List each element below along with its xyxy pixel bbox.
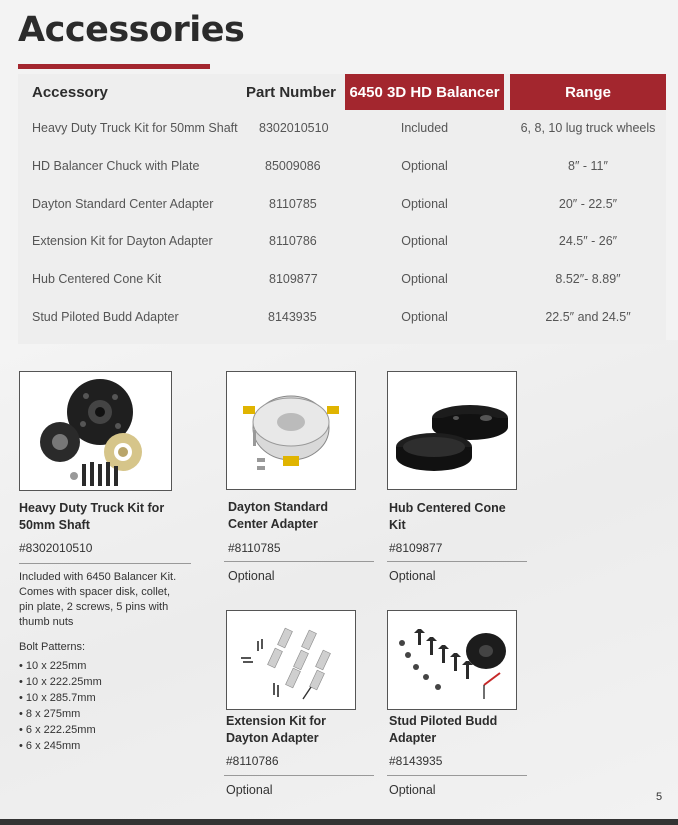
header-range: Range <box>510 74 666 110</box>
row-part: 85009086 <box>265 159 321 173</box>
header-part-number: Part Number <box>246 83 337 101</box>
row-part: 8302010510 <box>259 121 329 135</box>
dayton-divider <box>224 561 374 562</box>
dayton-part: #8110785 <box>228 541 281 555</box>
bolt-pattern-item: • 6 x 245mm <box>19 740 81 752</box>
row-range: 22.5″ and 24.5″ <box>545 310 631 324</box>
bolt-patterns-title: Bolt Patterns: <box>19 641 86 653</box>
extension-photo <box>226 610 356 710</box>
row-accessory: Dayton Standard Center Adapter <box>32 197 214 211</box>
hub-cone-name: Hub Centered Cone Kit <box>389 501 506 532</box>
truck-kit-description: Included with 6450 Balancer Kit. Comes with spacer disk, collet, pin plate, 2 screws, 5 pins with thumb nuts <box>19 571 177 628</box>
row-accessory: Extension Kit for Dayton Adapter <box>32 234 213 248</box>
hub-cone-part: #8109877 <box>389 541 443 555</box>
hub-cone-divider <box>387 561 527 562</box>
bolt-pattern-item: • 10 x 225mm <box>19 660 87 672</box>
hub-cone-status: Optional <box>389 569 436 583</box>
row-part: 8110786 <box>269 234 317 248</box>
extension-part: #8110786 <box>226 754 279 768</box>
truck-kit-photo <box>19 371 172 491</box>
budd-name: Stud Piloted Budd Adapter <box>389 714 498 745</box>
row-balancer: Included <box>400 121 449 135</box>
row-balancer: Optional <box>401 310 448 324</box>
extension-name: Extension Kit for Dayton Adapter <box>226 714 327 745</box>
dayton-name: Dayton Standard Center Adapter <box>228 500 329 531</box>
truck-kit-part: #8302010510 <box>19 541 93 555</box>
row-range: 6, 8, 10 lug truck wheels <box>520 121 656 135</box>
row-part: 8109877 <box>269 272 318 286</box>
row-accessory: Hub Centered Cone Kit <box>32 272 162 286</box>
bolt-pattern-item: • 10 x 285.7mm <box>19 692 96 704</box>
bolt-pattern-item: • 8 x 275mm <box>19 708 81 720</box>
row-part: 8143935 <box>268 310 317 324</box>
row-range: 24.5″ - 26″ <box>558 234 618 248</box>
page-number: 5 <box>656 791 663 803</box>
row-range: 8″ - 11″ <box>568 159 608 173</box>
row-balancer: Optional <box>401 234 448 248</box>
row-accessory: Heavy Duty Truck Kit for 50mm Shaft <box>32 121 238 135</box>
hub-cone-photo <box>387 371 517 490</box>
extension-status: Optional <box>226 783 273 797</box>
bolt-pattern-item: • 10 x 222.25mm <box>19 676 102 688</box>
budd-divider <box>387 775 527 776</box>
title-underline <box>18 64 210 69</box>
header-balancer: 6450 3D HD Balancer <box>345 74 504 110</box>
row-accessory: HD Balancer Chuck with Plate <box>32 159 200 173</box>
page-title: Accessories <box>18 10 245 50</box>
header-accessory: Accessory <box>32 83 108 101</box>
row-balancer: Optional <box>401 159 448 173</box>
dayton-status: Optional <box>228 569 275 583</box>
extension-divider <box>224 775 374 776</box>
row-range: 8.52″- 8.89″ <box>555 272 621 286</box>
row-balancer: Optional <box>401 197 448 211</box>
dayton-photo <box>226 371 356 490</box>
truck-kit-name: Heavy Duty Truck Kit for 50mm Shaft <box>19 501 165 532</box>
row-range: 20″ - 22.5″ <box>558 197 618 211</box>
footer-bar <box>0 819 678 825</box>
budd-status: Optional <box>389 783 436 797</box>
bolt-patterns-list <box>19 658 102 754</box>
truck-kit-divider <box>19 563 191 564</box>
row-balancer: Optional <box>401 272 448 286</box>
budd-photo <box>387 610 517 710</box>
row-part: 8110785 <box>269 197 317 211</box>
budd-part: #8143935 <box>389 754 443 768</box>
row-accessory: Stud Piloted Budd Adapter <box>32 310 179 324</box>
bolt-pattern-item: • 6 x 222.25mm <box>19 724 96 736</box>
